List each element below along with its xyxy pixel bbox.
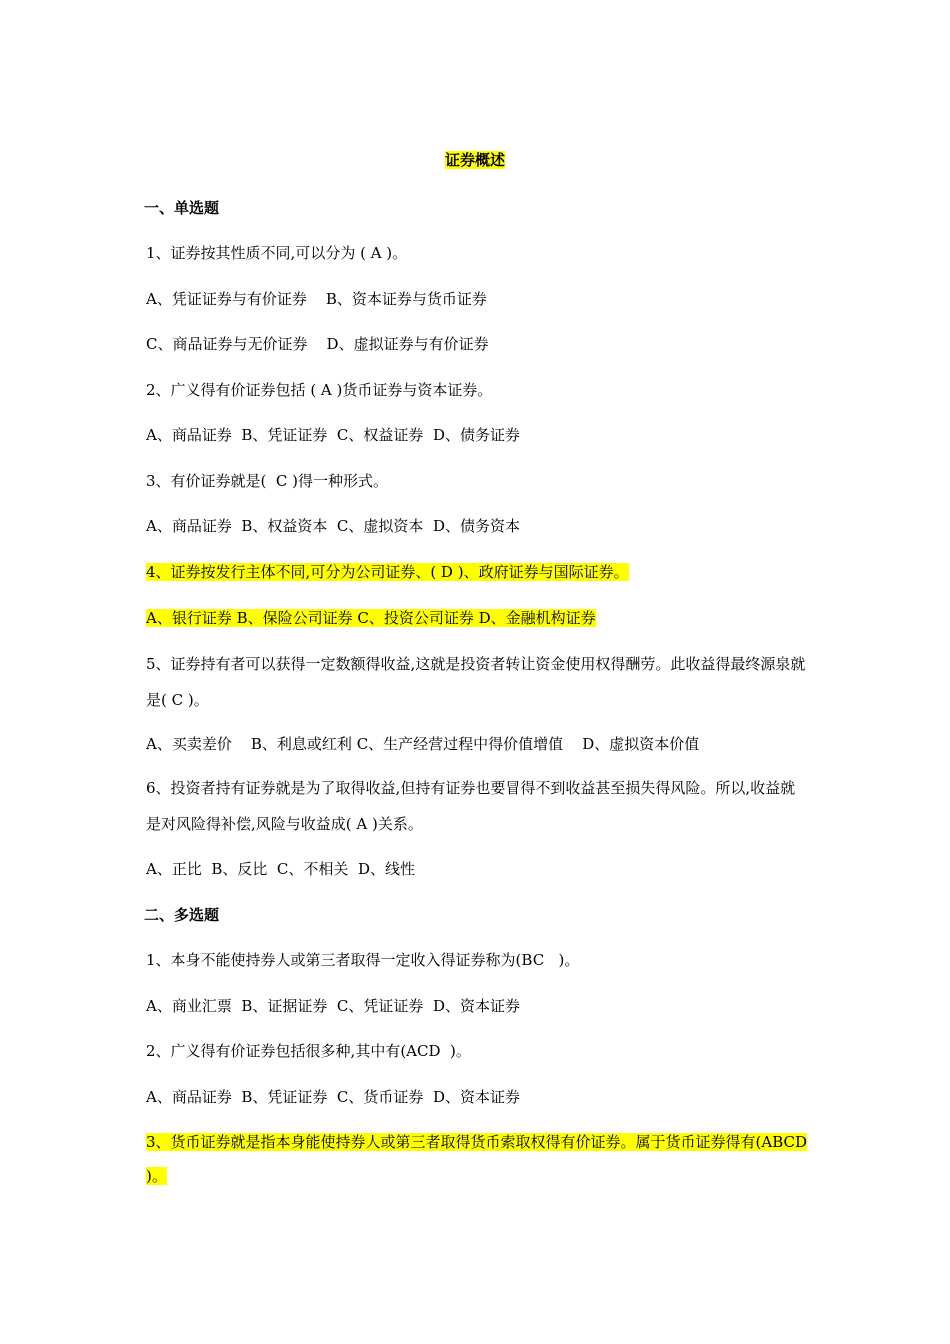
question-1-options-ab: A、凭证证券与有价证券 B、资本证券与货币证券 xyxy=(146,290,487,308)
question-5: 5、证券持有者可以获得一定数额得收益,这就是投资者转让资金使用权得酬劳。此收益得最终源泉就是( C )。 xyxy=(146,655,806,709)
multi-question-2: 2、广义得有价证券包括很多种,其中有(ACD )。 xyxy=(146,1042,471,1060)
multi-question-1-options: A、商业汇票 B、证据证券 C、凭证证券 D、资本证券 xyxy=(146,997,520,1015)
section-heading-single: 一、单选题 xyxy=(144,199,220,217)
multi-question-1: 1、本身不能使持券人或第三者取得一定收入得证券称为(BC )。 xyxy=(146,951,580,969)
question-5-options: A、买卖差价 B、利息或红利 C、生产经营过程中得价值增值 D、虚拟资本价值 xyxy=(146,735,700,753)
multi-question-3: 3、货币证券就是指本身能使持券人或第三者取得货币索取权得有价证券。属于货币证券得有(ABCD )。 xyxy=(146,1133,808,1185)
multi-question-2-options: A、商品证券 B、凭证证券 C、货币证券 D、资本证券 xyxy=(146,1088,520,1106)
question-3-options: A、商品证券 B、权益资本 C、虚拟资本 D、债务资本 xyxy=(146,517,520,535)
question-1-options-cd: C、商品证券与无价证券 D、虚拟证券与有价证券 xyxy=(146,335,489,353)
question-6-options: A、正比 B、反比 C、不相关 D、线性 xyxy=(146,860,415,878)
section-heading-multiple: 二、多选题 xyxy=(144,906,220,924)
question-4-options: A、银行证券 B、保险公司证券 C、投资公司证券 D、金融机构证券 xyxy=(146,609,596,627)
question-3: 3、有价证券就是( C )得一种形式。 xyxy=(146,472,389,490)
page-title: 证券概述 xyxy=(444,151,505,169)
multi-question-3-wrap xyxy=(146,1125,810,1193)
question-2-options: A、商品证券 B、凭证证券 C、权益证券 D、债务证券 xyxy=(146,426,520,444)
question-6: 6、投资者持有证券就是为了取得收益,但持有证券也要冒得不到收益甚至损失得风险。所以,收益就是对风险得补偿,风险与收益成( A )关系。 xyxy=(146,779,796,833)
question-2: 2、广义得有价证券包括 ( A )货币证券与资本证券。 xyxy=(146,381,493,399)
question-4: 4、证券按发行主体不同,可分为公司证券、( D )、政府证券与国际证券。 xyxy=(146,563,629,581)
question-1: 1、证券按其性质不同,可以分为 ( A )。 xyxy=(146,244,408,262)
